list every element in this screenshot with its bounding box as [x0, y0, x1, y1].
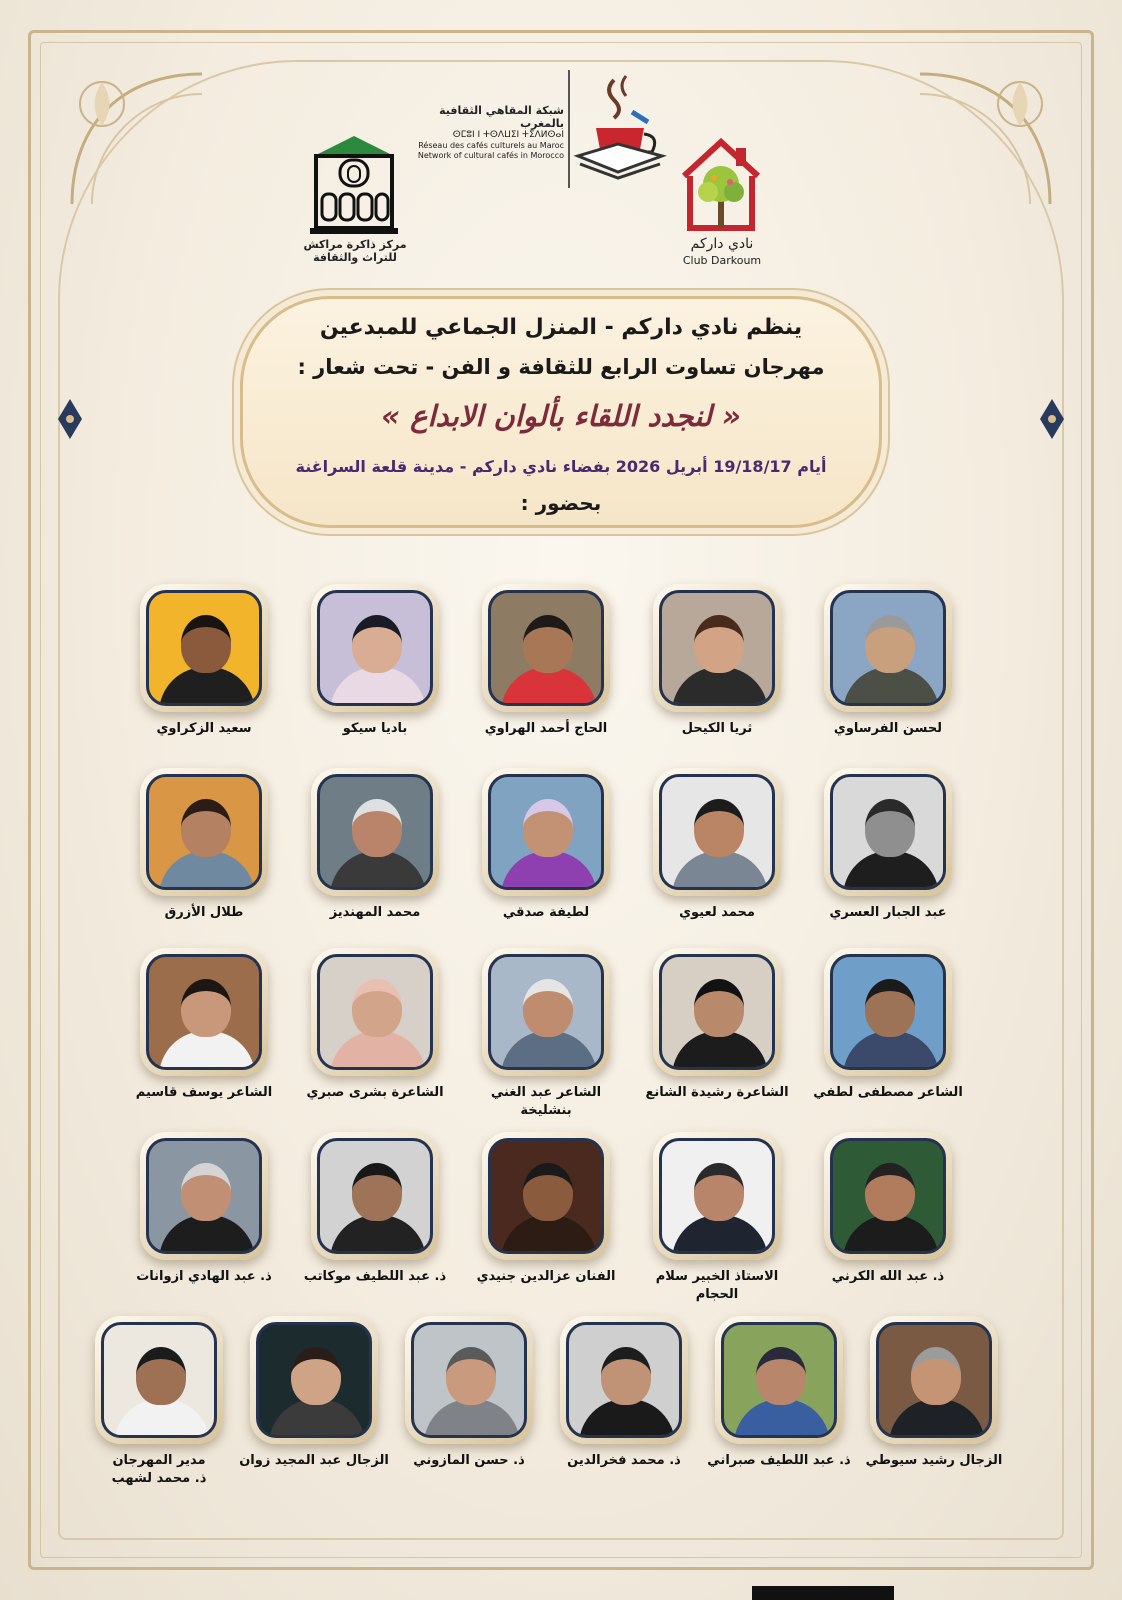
participant-silhouette-head: [865, 1163, 915, 1221]
participant-photo-frame: [140, 1132, 268, 1260]
participant-name: ذ. عبد الهادي ازوانات: [136, 1269, 272, 1284]
participant-silhouette-head: [523, 615, 573, 673]
participant-photo: [488, 774, 604, 890]
participant-name: الشاعر يوسف قاسيم: [135, 1085, 273, 1100]
participant-card: [300, 1132, 450, 1286]
participant-name: الشاعرة رشيدة الشانع: [645, 1085, 789, 1100]
network-name-english: Network of cultural cafés in Morocco: [417, 150, 564, 160]
participant-photo: [830, 954, 946, 1070]
participant-name: محمد لعيوي: [679, 905, 755, 920]
memory-center-logo: [306, 130, 402, 236]
participant-name: طلال الأزرق: [164, 905, 244, 920]
participant-name: ذ. محمد فخرالدين: [567, 1453, 681, 1468]
participant-photo-frame: [250, 1316, 378, 1444]
participant-silhouette-head: [523, 979, 573, 1037]
participant-photo-frame: [653, 584, 781, 712]
participant-card: [129, 768, 279, 922]
club-name-latin: Club Darkoum: [682, 254, 762, 267]
participant-photo-frame: [824, 584, 952, 712]
participant-photo-frame: [715, 1316, 843, 1444]
bottom-black-bar: [752, 1586, 894, 1600]
participant-card: [471, 948, 621, 1119]
participant-photo: [101, 1322, 217, 1438]
participant-photo: [566, 1322, 682, 1438]
participant-card: [129, 584, 279, 738]
participant-silhouette-head: [865, 615, 915, 673]
festival-dates: أيام 19/18/17 أبريل 2026 بفضاء نادي داركم - مدينة قلعة السراغنة: [295, 457, 827, 476]
attendance-heading: بحضور :: [520, 491, 602, 515]
participant-photo-frame: [653, 768, 781, 896]
participant-name: ذ. عبد الله الكرني: [831, 1269, 945, 1284]
participant-photo-frame: [482, 948, 610, 1076]
participant-photo: [488, 954, 604, 1070]
network-name-french: Réseau des cafés culturels au Maroc: [418, 141, 564, 151]
participant-silhouette-head: [911, 1347, 961, 1405]
participant-card: [642, 584, 792, 738]
participant-card: [642, 948, 792, 1102]
participant-photo: [659, 1138, 775, 1254]
participant-silhouette-head: [694, 615, 744, 673]
participant-silhouette-head: [756, 1347, 806, 1405]
participant-photo: [317, 1138, 433, 1254]
network-logo-text: [414, 104, 564, 160]
participant-photo-frame: [140, 948, 268, 1076]
participant-photo: [659, 954, 775, 1070]
club-darkoum-logo: [678, 136, 764, 232]
participant-card: [129, 1132, 279, 1286]
participant-card: [300, 948, 450, 1102]
participant-photo: [146, 1138, 262, 1254]
organizer-line: ينظم نادي داركم - المنزل الجماعي للمبدعين: [319, 315, 803, 340]
memory-center-caption: مركز ذاكرة مراكش للتراث والثقافة: [303, 238, 407, 265]
participant-name: مدير المهرجان ذ. محمد لشهب: [111, 1453, 207, 1486]
participant-card: [642, 768, 792, 922]
participant-photo-frame: [311, 1132, 439, 1260]
participant-photo: [488, 1138, 604, 1254]
participant-silhouette-head: [181, 1163, 231, 1221]
participant-photo-frame: [482, 584, 610, 712]
participant-silhouette-head: [523, 1163, 573, 1221]
participant-card: [642, 1132, 792, 1303]
participant-silhouette-head: [136, 1347, 186, 1405]
participant-card: [471, 768, 621, 922]
club-name-arabic: نادي داركم: [690, 236, 754, 252]
participant-card: [394, 1316, 544, 1470]
participant-photo-frame: [653, 948, 781, 1076]
participant-photo-frame: [140, 584, 268, 712]
participant-name: عبد الجبار العسري: [829, 905, 947, 920]
participant-photo-frame: [560, 1316, 688, 1444]
network-name-arabic: شبكة المقاهي الثقافية بالمغرب: [439, 104, 564, 131]
participant-card: [84, 1316, 234, 1487]
participant-photo: [830, 774, 946, 890]
participant-silhouette-head: [352, 615, 402, 673]
participant-silhouette-head: [694, 979, 744, 1037]
participant-photo-frame: [653, 1132, 781, 1260]
participant-silhouette-head: [865, 979, 915, 1037]
participant-card: [471, 1132, 621, 1286]
participant-photo: [317, 774, 433, 890]
participant-name: لحسن الفرساوي: [833, 721, 943, 736]
participant-card: [300, 768, 450, 922]
participant-name: الشاعر مصطفى لطفي: [813, 1085, 963, 1100]
participant-card: [813, 948, 963, 1102]
participant-photo-frame: [311, 768, 439, 896]
festival-slogan: « لنجدد اللقاء بألوان الابداع »: [381, 399, 741, 433]
network-name-tifinagh: ⵙⵎⵓⵏ ⵏ ⵜⵙⴷⵡⵉⵏ ⵜⵉⴷⵍⵙⴰⵏ: [452, 130, 564, 141]
logo-divider: [568, 70, 570, 188]
participant-photo: [146, 774, 262, 890]
participant-photo-frame: [824, 768, 952, 896]
participant-silhouette-head: [291, 1347, 341, 1405]
participant-silhouette-head: [352, 1163, 402, 1221]
participant-silhouette-head: [865, 799, 915, 857]
participant-card: [859, 1316, 1009, 1470]
participant-photo-frame: [95, 1316, 223, 1444]
participant-photo-frame: [405, 1316, 533, 1444]
participant-silhouette-head: [523, 799, 573, 857]
participant-photo-frame: [824, 948, 952, 1076]
festival-line: مهرجان تساوت الرابع للثقافة و الفن - تحت شعار :: [297, 355, 825, 379]
participant-photo-frame: [311, 948, 439, 1076]
participant-photo-frame: [824, 1132, 952, 1260]
participant-photo-frame: [482, 1132, 610, 1260]
participant-photo: [830, 1138, 946, 1254]
participant-photo: [721, 1322, 837, 1438]
participant-card: [239, 1316, 389, 1470]
participant-photo: [256, 1322, 372, 1438]
participant-photo: [146, 954, 262, 1070]
side-ornament-left: [58, 395, 82, 443]
participant-card: [471, 584, 621, 738]
participant-silhouette-head: [446, 1347, 496, 1405]
participant-name: ذ. حسن المازوني: [413, 1453, 525, 1468]
participant-photo-frame: [482, 768, 610, 896]
participant-name: الشاعرة بشرى صبري: [306, 1085, 444, 1100]
title-cartouche: [240, 296, 882, 528]
participant-silhouette-head: [352, 979, 402, 1037]
participant-name: لطيفة صدقي: [502, 905, 590, 920]
participant-photo: [146, 590, 262, 706]
participant-card: [300, 584, 450, 738]
participant-photo: [411, 1322, 527, 1438]
participant-name: الشاعر عبد الغني بنشليخة: [490, 1085, 602, 1118]
participant-silhouette-head: [601, 1347, 651, 1405]
participant-photo-frame: [140, 768, 268, 896]
participant-card: [813, 1132, 963, 1286]
corner-ornament-top-right: [910, 64, 1060, 214]
participant-photo: [830, 590, 946, 706]
participant-name: الزجال عبد المجيد زوان: [239, 1453, 389, 1468]
participant-card: [129, 948, 279, 1102]
participant-photo-frame: [311, 584, 439, 712]
participant-name: الاستاذ الخبير سلام الحجام: [655, 1269, 779, 1302]
participant-photo-frame: [870, 1316, 998, 1444]
participant-silhouette-head: [694, 1163, 744, 1221]
corner-ornament-top-left: [62, 64, 212, 214]
participant-photo: [317, 590, 433, 706]
participant-card: [704, 1316, 854, 1470]
participant-card: [549, 1316, 699, 1470]
participant-name: الفنان عزالدين جنيدي: [476, 1269, 616, 1284]
participant-silhouette-head: [181, 615, 231, 673]
participant-photo: [659, 774, 775, 890]
participant-name: الزجال رشيد سيوطي: [865, 1453, 1003, 1468]
participant-name: ذ. عبد اللطيف صبراني: [707, 1453, 851, 1468]
participant-name: الحاج أحمد الهراوي: [484, 721, 608, 736]
participant-name: ثريا الكيحل: [681, 721, 753, 736]
participant-name: محمد المهنديز: [329, 905, 421, 920]
participant-card: [813, 584, 963, 738]
participant-photo: [876, 1322, 992, 1438]
participant-silhouette-head: [181, 799, 231, 857]
participant-name: سعيد الزكراوي: [156, 721, 252, 736]
participant-name: باديا سيكو: [342, 721, 408, 736]
coffee-cup-book-icon: [572, 72, 668, 184]
participant-photo: [488, 590, 604, 706]
participant-silhouette-head: [352, 799, 402, 857]
participant-card: [813, 768, 963, 922]
participant-photo: [317, 954, 433, 1070]
participant-photo: [659, 590, 775, 706]
participant-silhouette-head: [694, 799, 744, 857]
participant-silhouette-head: [181, 979, 231, 1037]
side-ornament-right: [1040, 395, 1064, 443]
participant-name: ذ. عبد اللطيف موكاتب: [303, 1269, 447, 1284]
